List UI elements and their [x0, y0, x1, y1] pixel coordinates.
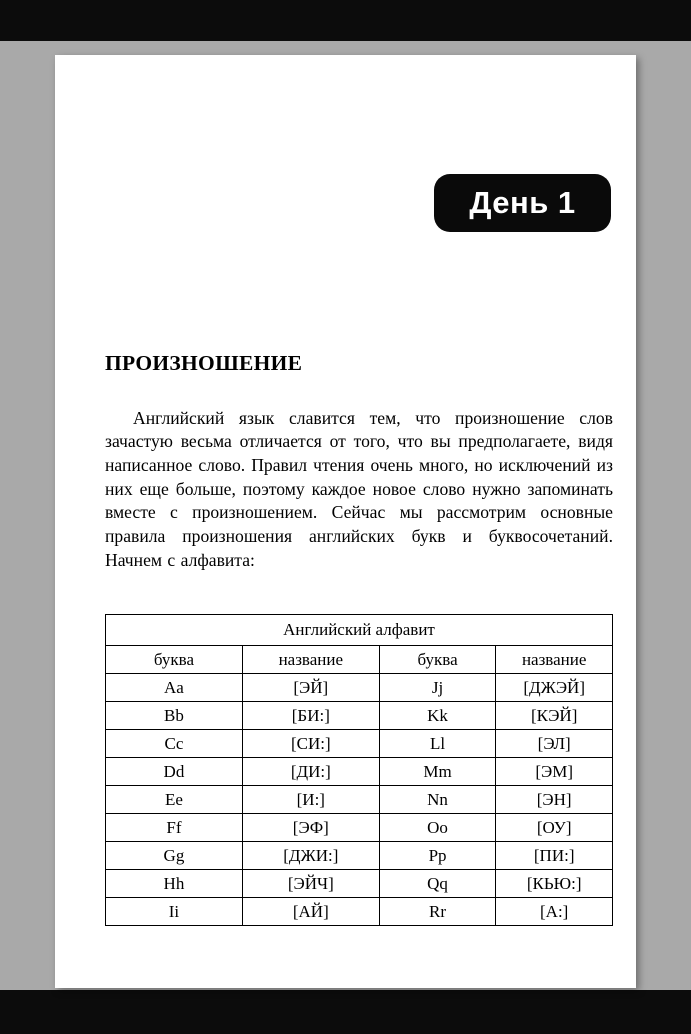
name-cell: [ДЖИ:] — [242, 842, 379, 870]
table-row — [106, 786, 613, 814]
table-row — [106, 898, 613, 926]
name-cell: [И:] — [242, 786, 379, 814]
name-cell: [ЭН] — [496, 786, 613, 814]
name-cell: [ЭЛ] — [496, 730, 613, 758]
alphabet-table-body — [106, 674, 613, 926]
name-cell: [ЭМ] — [496, 758, 613, 786]
letter-cell: Ii — [106, 898, 243, 926]
name-cell: [ОУ] — [496, 814, 613, 842]
letter-cell: Jj — [379, 674, 496, 702]
name-cell: [ПИ:] — [496, 842, 613, 870]
name-cell: [БИ:] — [242, 702, 379, 730]
letter-cell: Nn — [379, 786, 496, 814]
letter-cell: Pp — [379, 842, 496, 870]
table-row — [106, 730, 613, 758]
letter-cell: Qq — [379, 870, 496, 898]
name-cell: [ЭЙ] — [242, 674, 379, 702]
letter-cell: Dd — [106, 758, 243, 786]
letter-cell: Cc — [106, 730, 243, 758]
letter-cell: Gg — [106, 842, 243, 870]
column-header-name-2: название — [496, 646, 613, 674]
table-title: Английский алфавит — [106, 615, 613, 646]
page-title: ПРОИЗНОШЕНИЕ — [105, 351, 303, 376]
table-row — [106, 702, 613, 730]
name-cell: [ЭЙЧ] — [242, 870, 379, 898]
name-cell: [ДИ:] — [242, 758, 379, 786]
column-header-name-1: название — [242, 646, 379, 674]
name-cell: [А:] — [496, 898, 613, 926]
name-cell: [ДЖЭЙ] — [496, 674, 613, 702]
table-row — [106, 842, 613, 870]
letter-cell: Ee — [106, 786, 243, 814]
name-cell: [КЭЙ] — [496, 702, 613, 730]
table-row — [106, 870, 613, 898]
intro-paragraph: Английский язык славится тем, что произношение слов зачастую весьма отличается от того, что вы предполагаете, видя написанное слово. Правил чтения очень много, но исключений из них еще больше, поэтому каждое новое слово нужно запоминать вместе с произношением. Сейчас мы рассмотрим основные правила произношения английских букв и буквосочетаний. Начнем с алфавита: — [105, 407, 613, 570]
table-header-row — [106, 646, 613, 674]
table-row — [106, 758, 613, 786]
letter-cell: Bb — [106, 702, 243, 730]
table-title-row — [106, 615, 613, 646]
letter-cell: Oo — [379, 814, 496, 842]
name-cell: [АЙ] — [242, 898, 379, 926]
letter-cell: Hh — [106, 870, 243, 898]
name-cell: [ЭФ] — [242, 814, 379, 842]
alphabet-table — [105, 614, 613, 926]
letter-cell: Ff — [106, 814, 243, 842]
letter-cell: Kk — [379, 702, 496, 730]
name-cell: [КЬЮ:] — [496, 870, 613, 898]
table-row — [106, 674, 613, 702]
book-page — [55, 55, 636, 988]
bottom-black-bar — [0, 990, 691, 1034]
letter-cell: Ll — [379, 730, 496, 758]
column-header-letter-2: буква — [379, 646, 496, 674]
top-black-bar — [0, 0, 691, 41]
name-cell: [СИ:] — [242, 730, 379, 758]
table-row — [106, 814, 613, 842]
letter-cell: Aa — [106, 674, 243, 702]
day-badge: День 1 — [434, 174, 611, 232]
letter-cell: Rr — [379, 898, 496, 926]
letter-cell: Mm — [379, 758, 496, 786]
column-header-letter-1: буква — [106, 646, 243, 674]
